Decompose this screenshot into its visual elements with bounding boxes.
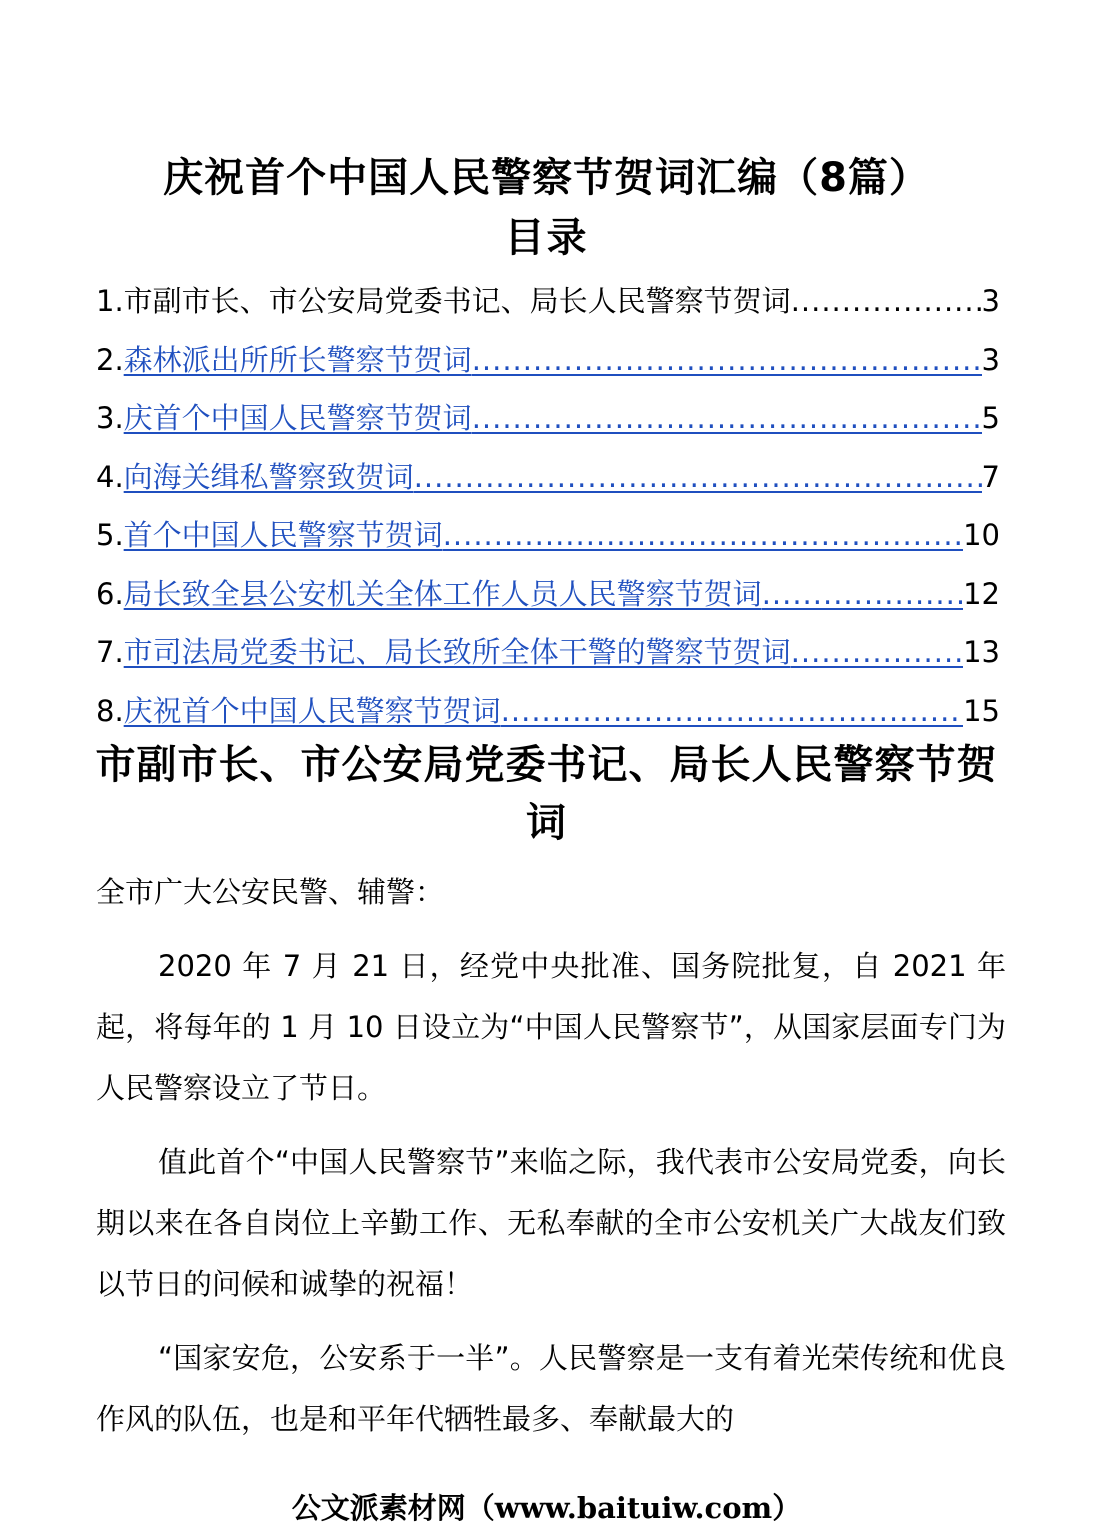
toc-item[interactable] [96, 565, 1000, 624]
body-paragraph: “国家安危，公安系于一半”。人民警察是一支有着光荣传统和优良作风的队伍，也是和平年代牺牲最多、奉献最大的 [96, 1341, 1006, 1436]
toc-leader-dots [414, 448, 982, 506]
toc-leader-dots [472, 331, 982, 389]
toc-item-page: 5 [981, 401, 1000, 435]
toc-item-link[interactable]: 市司法局党委书记、局长致所全体干警的警察节贺词 [123, 635, 791, 669]
toc-item-page: 3 [981, 284, 1000, 318]
section-title: 市副市长、市公安局党委书记、局长人民警察节贺词 [95, 742, 998, 846]
toc-leader-dots [443, 506, 963, 564]
toc-item-link[interactable]: 向海关缉私警察致贺词 [123, 459, 414, 494]
toc-item-number: 6. [96, 576, 124, 611]
toc-leader-dots [791, 623, 963, 681]
toc-item[interactable] [96, 623, 1000, 682]
toc-item[interactable] [96, 682, 1000, 741]
toc-item-number: 3. [96, 401, 124, 435]
salutation: 全市广大公安民警、辅警： [96, 875, 445, 909]
toc-item-page: 3 [981, 342, 1000, 377]
toc-item-link[interactable]: 庆首个中国人民警察节贺词 [123, 401, 472, 435]
toc-item-link[interactable]: 森林派出所所长警察节贺词 [123, 342, 472, 377]
toc-item-page: 15 [963, 693, 1000, 728]
toc-item-number: 2. [96, 342, 124, 377]
footer-watermark: 公文派素材网（www.baituiw.com） [291, 1491, 802, 1525]
toc-heading: 目录 [504, 215, 589, 261]
toc-item[interactable] [96, 331, 1000, 390]
body-paragraph: 值此首个“中国人民警察节”来临之际，我代表市公安局党委，向长期以来在各自岗位上辛勤工作、无私奉献的全市公安机关广大战友们致以节日的问候和诚挚的祝福！ [96, 1145, 1006, 1301]
toc-item-page: 13 [963, 635, 1000, 669]
toc-item[interactable] [96, 389, 1000, 448]
toc-item-number: 8. [96, 693, 124, 728]
toc-leader-dots [762, 565, 963, 623]
toc-item-number: 1. [96, 284, 124, 318]
table-of-contents [96, 272, 1000, 740]
toc-item [96, 272, 1000, 331]
toc-item-title: 市副市长、市公安局党委书记、局长人民警察节贺词 [123, 284, 791, 318]
toc-leader-dots [501, 682, 963, 740]
toc-item-link[interactable]: 首个中国人民警察节贺词 [123, 518, 443, 552]
body-paragraph: 2020 年 7 月 21 日，经党中央批准、国务院批复，自 2021 年起，将每年的 1 月 10 日设立为“中国人民警察节”，从国家层面专门为人民警察设立了节日。 [96, 949, 1006, 1105]
toc-item-number: 5. [96, 518, 124, 552]
toc-item[interactable] [96, 506, 1000, 565]
document-title: 庆祝首个中国人民警察节贺词汇编（8篇） [163, 155, 930, 201]
toc-item-page: 12 [963, 576, 1000, 611]
toc-item[interactable] [96, 448, 1000, 507]
toc-item-page: 7 [981, 459, 1000, 494]
toc-item-link[interactable]: 庆祝首个中国人民警察节贺词 [123, 693, 501, 728]
toc-item-number: 7. [96, 635, 124, 669]
toc-leader-dots [791, 272, 982, 330]
toc-item-number: 4. [96, 459, 124, 494]
toc-item-link[interactable]: 局长致全县公安机关全体工作人员人民警察节贺词 [123, 576, 762, 611]
toc-item-page: 10 [963, 518, 1000, 552]
toc-leader-dots [472, 389, 982, 447]
